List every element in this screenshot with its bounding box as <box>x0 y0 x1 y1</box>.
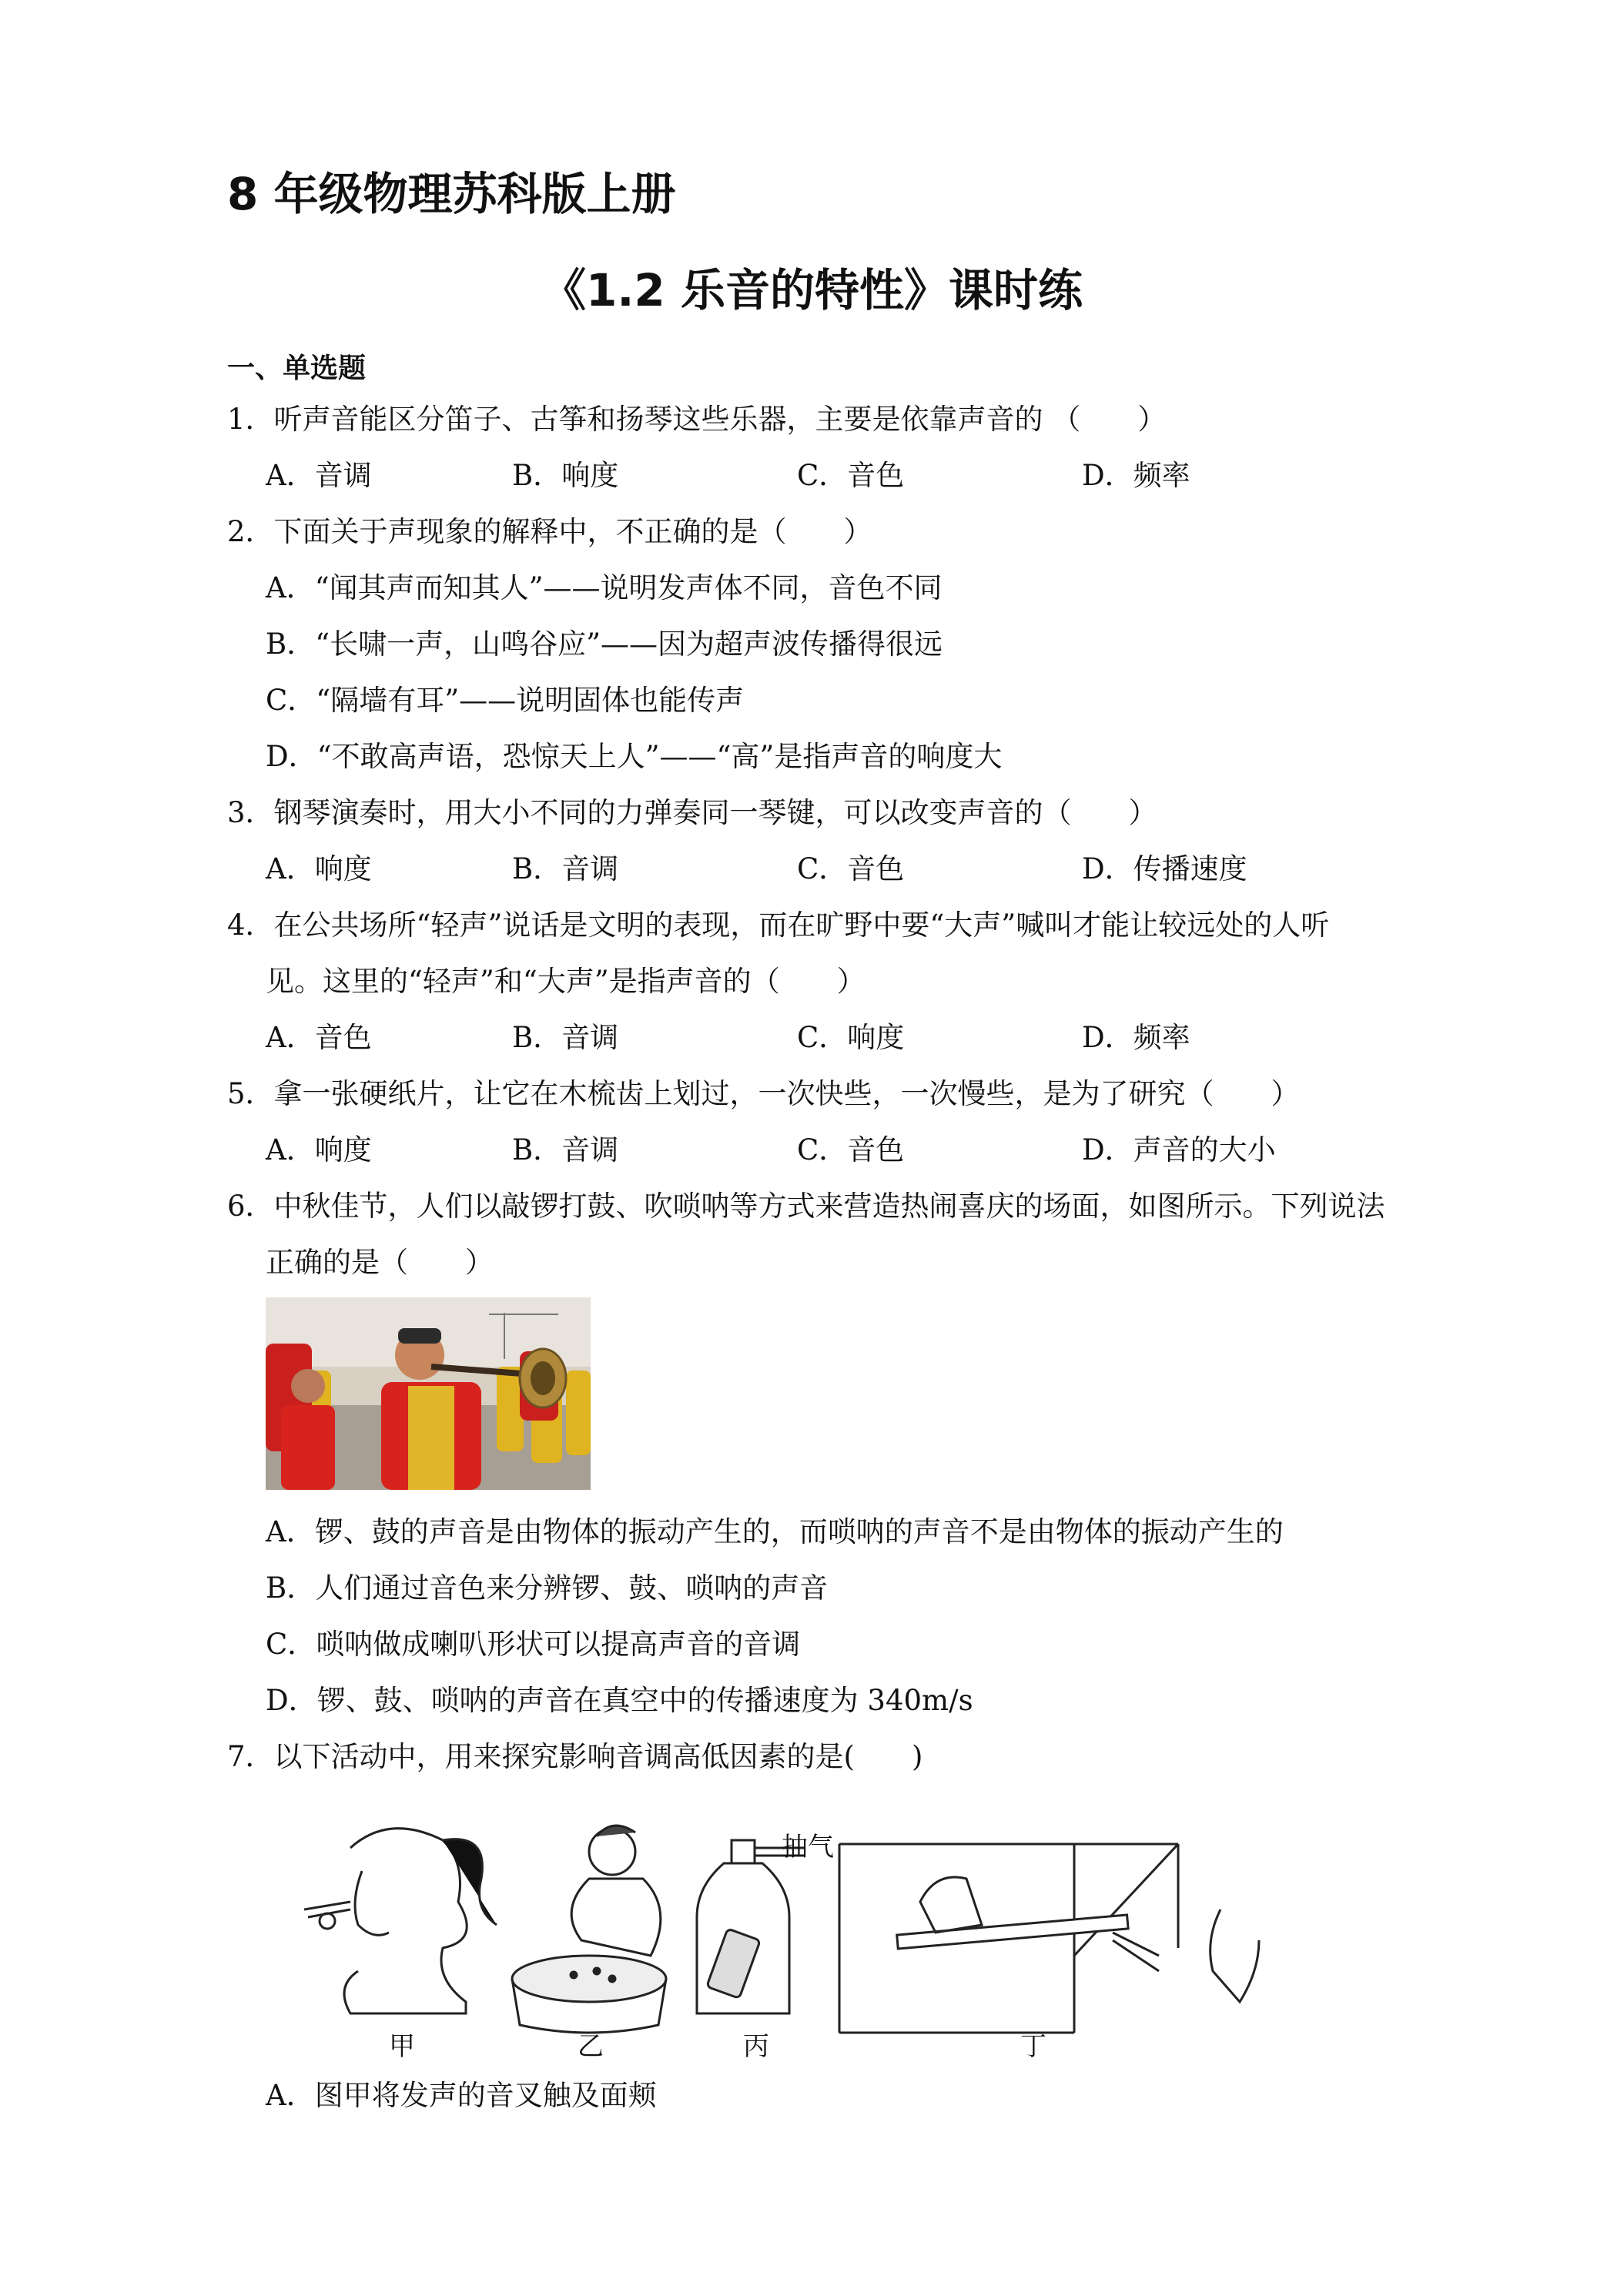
figure-label-jia: 甲 <box>389 2031 415 2062</box>
question-3-option-a: A．响度 <box>266 852 372 885</box>
bell-jar-phone-illustration <box>697 1840 805 2013</box>
question-5-option-c: C．音色 <box>797 1133 905 1166</box>
question-1-option-c: C．音色 <box>797 459 905 492</box>
question-4-option-d: D．频率 <box>1082 1021 1190 1054</box>
girl-tuning-fork-illustration <box>304 1829 497 2013</box>
question-7-figure <box>304 1817 1274 2062</box>
question-6-option-c: C．唢呐做成喇叭形状可以提高声音的音调 <box>266 1628 801 1661</box>
question-5-stem: 5．拿一张硬纸片，让它在木梳齿上划过，一次快些，一次慢些，是为了研究（ ） <box>227 1077 1300 1110</box>
question-4-option-b: B．音调 <box>512 1021 619 1054</box>
question-3-option-b: B．音调 <box>512 852 619 885</box>
question-5-option-a: A．响度 <box>266 1133 372 1166</box>
question-1-option-b: B．响度 <box>512 459 619 492</box>
question-4-stem-line1: 4．在公共场所“轻声”说话是文明的表现，而在旷野中要“大声”喊叫才能让较远处的人听 <box>227 909 1330 942</box>
question-1-option-a: A．音调 <box>266 459 372 492</box>
question-7-stem: 7．以下活动中，用来探究影响音调高低因素的是( ) <box>227 1740 923 1773</box>
question-2-option-a: A．“闻其声而知其人”——说明发声体不同，音色不同 <box>266 571 943 604</box>
question-7-option-a: A．图甲将发声的音叉触及面颊 <box>266 2079 657 2112</box>
man-drum-illustration <box>512 1826 666 2033</box>
question-2-option-b: B．“长啸一声，山鸣谷应”——因为超声波传播得很远 <box>266 628 943 661</box>
pump-label: 抽气 <box>782 1832 834 1863</box>
question-6-option-a: A．锣、鼓的声音是由物体的振动产生的，而唢呐的声音不是由物体的振动产生的 <box>266 1515 1284 1548</box>
figure-label-ding: 丁 <box>1020 2031 1046 2062</box>
question-6-stem-line2: 正确的是（ ） <box>266 1246 494 1279</box>
question-1-stem: 1．听声音能区分笛子、古筝和扬琴这些乐器，主要是依靠声音的 （ ） <box>227 403 1167 436</box>
question-5-option-d: D．声音的大小 <box>1082 1133 1276 1166</box>
question-2-option-c: C．“隔墙有耳”——说明固体也能传声 <box>266 684 745 717</box>
question-4-option-c: C．响度 <box>797 1021 905 1054</box>
question-3-option-c: C．音色 <box>797 852 905 885</box>
page-subtitle: 《1.2 乐音的特性》课时练 <box>541 264 1083 316</box>
figure-label-yi: 乙 <box>578 2031 604 2062</box>
question-4-stem-line2: 见。这里的“轻声”和“大声”是指声音的（ ） <box>266 965 866 998</box>
question-6-stem-line1: 6．中秋佳节，人们以敲锣打鼓、吹唢呐等方式来营造热闹喜庆的场面，如图所示。下列说法 <box>227 1190 1385 1223</box>
question-6-option-b: B．人们通过音色来分辨锣、鼓、唢呐的声音 <box>266 1571 829 1605</box>
question-6-option-d: D．锣、鼓、唢呐的声音在真空中的传播速度为 340m/s <box>266 1684 973 1717</box>
question-4-option-a: A．音色 <box>266 1021 372 1054</box>
ruler-table-illustration <box>839 1844 1259 2033</box>
question-3-option-d: D．传播速度 <box>1082 852 1247 885</box>
question-2-option-d: D．“不敢高声语，恐惊天上人”——“高”是指声音的响度大 <box>266 740 1003 773</box>
question-2-stem: 2．下面关于声现象的解释中，不正确的是（ ） <box>227 515 872 548</box>
question-1-option-d: D．频率 <box>1082 459 1190 492</box>
question-5-option-b: B．音调 <box>512 1133 619 1166</box>
page-title: 8 年级物理苏科版上册 <box>227 168 676 220</box>
festival-musicians-photo <box>266 1297 591 1490</box>
section-heading: 一、单选题 <box>227 353 367 384</box>
question-3-stem: 3．钢琴演奏时，用大小不同的力弹奏同一琴键，可以改变声音的（ ） <box>227 796 1157 829</box>
figure-label-bing: 丙 <box>743 2031 769 2062</box>
experiment-illustrations <box>304 1817 1274 2048</box>
